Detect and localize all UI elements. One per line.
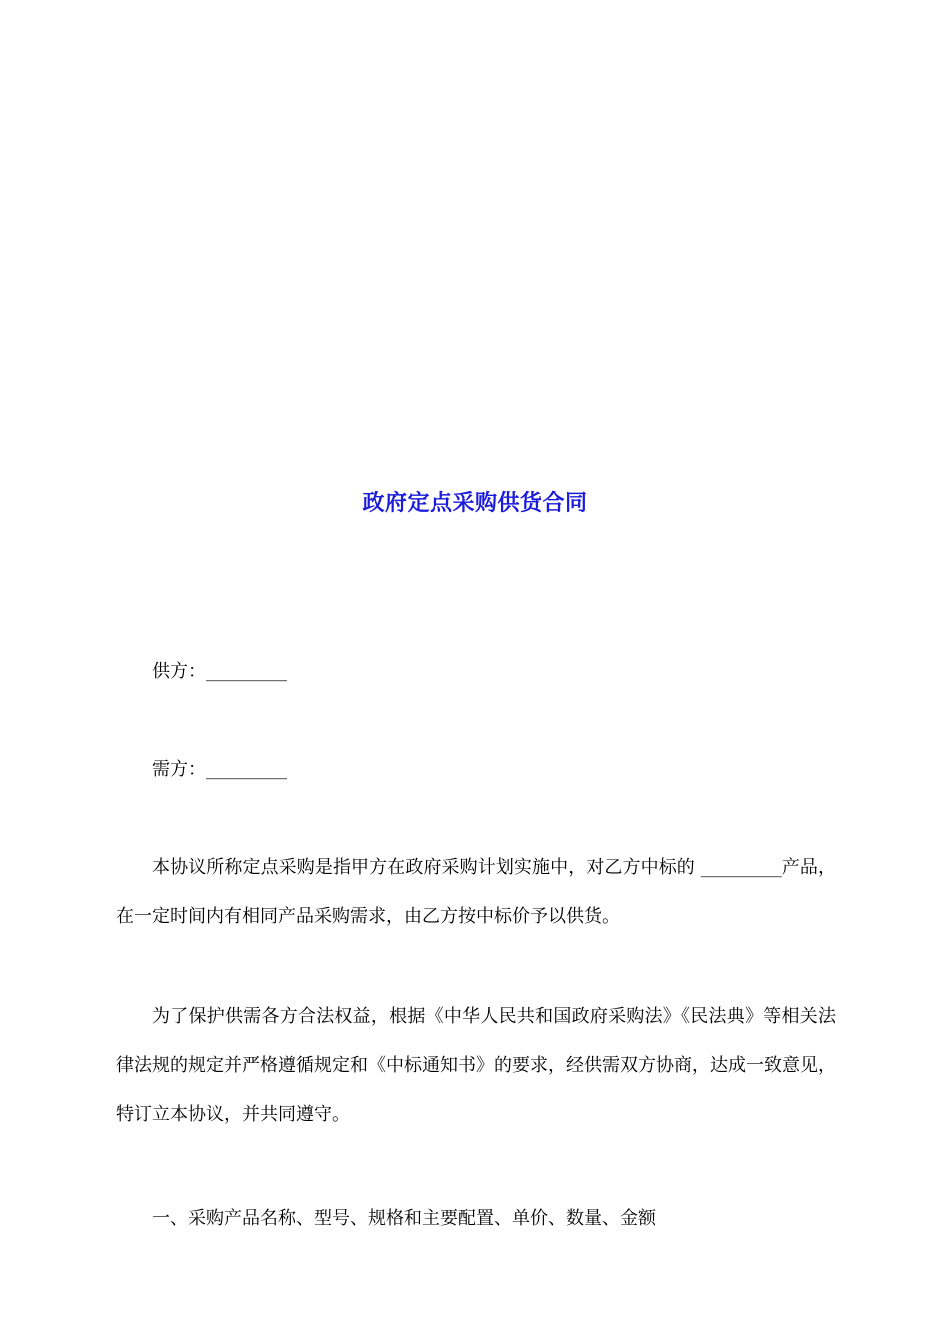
supplier-line — [116, 658, 836, 686]
buyer-blank: _________ — [206, 759, 287, 780]
section-heading-1: 一、采购产品名称、型号、规格和主要配置、单价、数量、金额 — [152, 1208, 656, 1229]
buyer-label: 需方： — [152, 759, 206, 780]
buyer-line — [116, 756, 836, 784]
definition-paragraph: 本协议所称定点采购是指甲方在政府采购计划实施中，对乙方中标的 _________产品，在一定时间内有相同产品采购需求，由乙方按中标价予以供货。 — [116, 857, 836, 927]
supplier-label: 供方： — [152, 661, 206, 682]
document-title: 政府定点采购供货合同 — [362, 490, 588, 516]
purpose-paragraph: 为了保护供需各方合法权益，根据《中华人民共和国政府采购法》《民法典》等相关法律法规的规定并严格遵循规定和《中标通知书》的要求，经供需双方协商，达成一致意见，特订立本协议，并共同遵守。 — [116, 1006, 836, 1125]
supplier-blank: _________ — [206, 661, 287, 682]
